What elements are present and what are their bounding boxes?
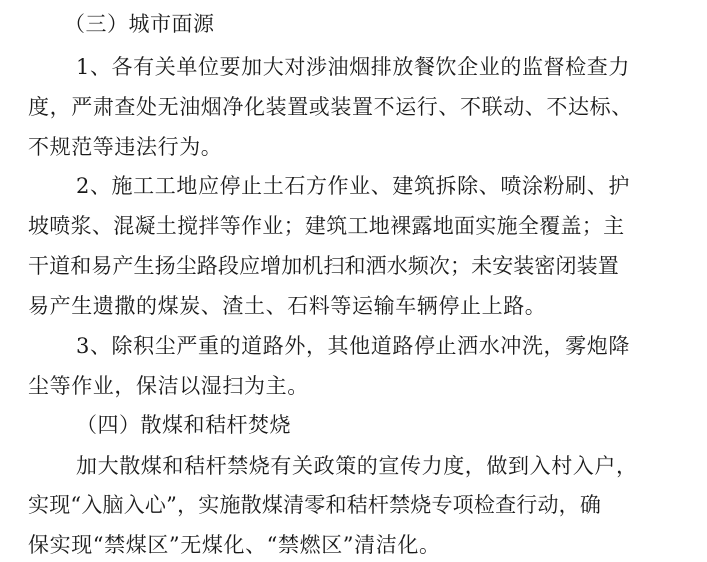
item3-line2: 尘等作业，保洁以湿扫为主。 — [28, 374, 309, 398]
item1-line2: 度，严肃查处无油烟净化装置或装置不运行、不联动、不达标、 — [28, 95, 633, 119]
section-heading-coal-straw-burning: （四）散煤和秸杆焚烧 — [76, 413, 291, 437]
section4-paragraph-line1: 加大散煤和秸杆禁烧有关政策的宣传力度，做到入村入户， — [76, 454, 638, 478]
section-heading-city-surface-sources: （三）城市面源 — [64, 12, 215, 36]
item2-line3: 干道和易产生扬尘路段应增加机扫和洒水频次；未安装密闭装置 — [28, 254, 619, 278]
item2-line2: 坡喷浆、混凝土搅拌等作业；建筑工地裸露地面实施全覆盖；主 — [28, 214, 625, 238]
item2-line4: 易产生遗撒的煤炭、渣土、石料等运输车辆停止上路。 — [28, 294, 547, 318]
section4-paragraph-line3: 保实现“禁煤区”无煤化、“禁燃区”清洁化。 — [28, 533, 441, 557]
item3-line1: 3、除积尘严重的道路外，其他道路停止洒水冲洗，雾炮降 — [76, 334, 630, 358]
item2-line1: 2、施工工地应停止土石方作业、建筑拆除、喷涂粉刷、护 — [76, 174, 630, 198]
item1-line3: 不规范等违法行为。 — [28, 135, 223, 159]
item1-line1: 1、各有关单位要加大对涉油烟排放餐饮企业的监督检查力 — [76, 55, 630, 79]
section4-paragraph-line2: 实现“入脑入心”，实施散煤清零和秸杆禁烧专项检查行动，确 — [28, 493, 602, 517]
